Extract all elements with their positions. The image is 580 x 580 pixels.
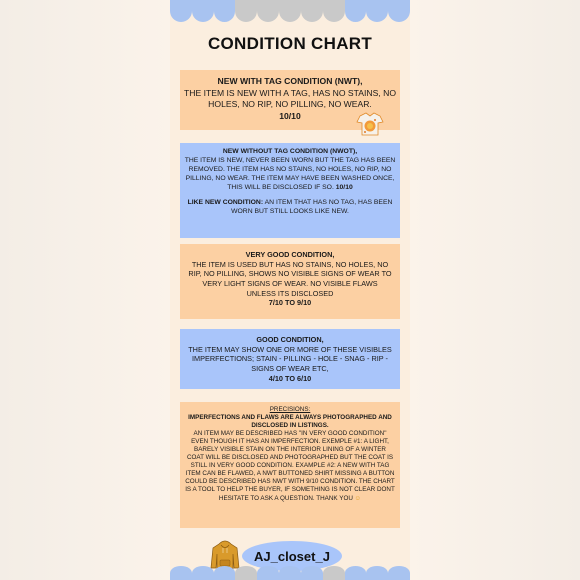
- precisions-box: [180, 402, 400, 528]
- shirt-illustration-icon: [356, 112, 384, 136]
- nwot-body: [184, 157, 396, 193]
- good-score: 4/10 TO 6/10: [268, 373, 312, 383]
- like-new-heading: LIKE NEW CONDITION:: [187, 198, 264, 206]
- page-title: CONDITION CHART: [207, 34, 373, 53]
- very-good-box: [180, 244, 400, 319]
- precisions-body-text: AN ITEM MAY BE DESCRIBED HAS "IN VERY GOOD CONDITION" EVEN THOUGH IT HAS AN IMPERFECTION. EXEMPLE #1: A LIGHT, BARELY VISIBLE STAIN ON THE INTERIOR LINING OF A WINTER COAT WILL BE DISCLOSED AND PHOTOGRAPHED BUT THE COAT IS STILL IN VERY GOOD CONDITION. EXAMPLE #2: A NEW WITH TAG ITEM CAN BE FLAWED, A NWT BUTTONED SHIRT MISSING A BUTTON COULD BE DESCRIBED HAS NWT WITH 9/10 CONDITION. THE CHART IS A TOOL TO HELP THE BUYER, IF SOMETHING IS NOT CLEAR DONT HESITATE TO ASK A QUESTION. THANK YOU: [185, 430, 395, 502]
- good-box: [180, 329, 400, 389]
- nwot-body-text: THE ITEM IS NEW, NEVER BEEN WORN BUT THE TAG HAS BEEN REMOVED. THE ITEM HAS NO STAINS, NO HOLES, NO RIP, NO PILLING, NO WEAR. THE ITEM MAY HAVE BEEN WASHED ONCE, THIS WILL BE DISCLOSED IF SO.: [184, 156, 396, 191]
- nwt-heading: NEW WITH TAG CONDITION (NWT),: [217, 76, 363, 86]
- condition-chart-poster: [170, 0, 410, 580]
- good-body: THE ITEM MAY SHOW ONE OR MORE OF THESE VISIBLES IMPERFECTIONS; STAIN - PILLING - HOLE - SNAG - RIP - SIGNS OF WEAR ETC,: [188, 344, 392, 373]
- nwot-heading: NEW WITHOUT TAG CONDITION (NWOT),: [222, 148, 358, 155]
- nwot-score: 10/10: [335, 183, 353, 191]
- precisions-heading: IMPERFECTIONS AND FLAWS ARE ALWAYS PHOTOGRAPHED AND DISCLOSED IN LISTINGS.: [188, 414, 392, 430]
- top-scallop-border: [170, 0, 410, 22]
- background-left: [0, 0, 170, 580]
- bottom-scallop-border: [170, 566, 410, 580]
- like-new-section: [184, 199, 396, 217]
- background-right: [410, 0, 580, 580]
- very-good-score: 7/10 TO 9/10: [268, 298, 312, 308]
- smile-emoji-icon: ☺: [354, 494, 362, 502]
- nwot-box: [180, 143, 400, 238]
- nwt-score: 10/10: [279, 110, 301, 121]
- good-heading: GOOD CONDITION,: [256, 335, 324, 344]
- shop-handle: AJ_closet_J: [254, 548, 330, 564]
- precisions-body: [185, 430, 395, 502]
- very-good-heading: VERY GOOD CONDITION,: [245, 250, 335, 259]
- nwt-body: THE ITEM IS NEW WITH A TAG, HAS NO STAINS, NO HOLES, NO RIP, NO PILLING, NO WEAR.: [184, 87, 396, 110]
- like-new-body: AN ITEM THAT HAS NO TAG, HAS BEEN WORN BUT STILL LOOKS LIKE NEW.: [231, 198, 393, 215]
- precisions-label: PRECISIONS:: [269, 406, 311, 413]
- very-good-body: THE ITEM IS USED BUT HAS NO STAINS, NO HOLES, NO RIP, NO PILLING, SHOWS NO VISIBLE SIGNS OF WEAR TO VERY LIGHT SIGNS OF WEAR. NO VISIBLE FLAWS UNLESS ITS DISCLOSED: [188, 259, 392, 298]
